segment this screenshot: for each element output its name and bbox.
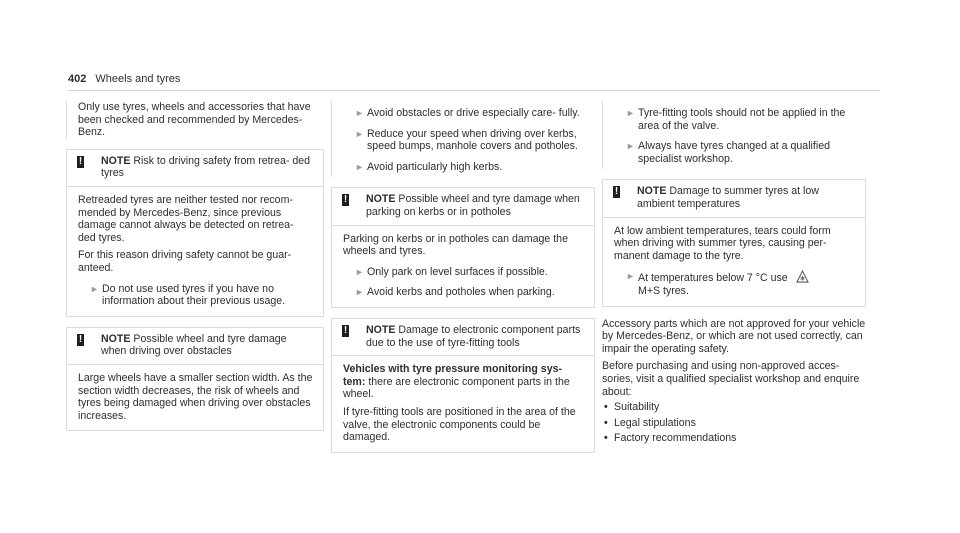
note-label: NOTE <box>637 185 667 198</box>
note-body <box>67 365 323 430</box>
continued-steps <box>331 101 595 177</box>
bullet-icon: • <box>604 416 608 429</box>
note-paragraph <box>343 363 584 401</box>
step-arrow-icon: ► <box>626 141 635 152</box>
step-item <box>343 107 595 120</box>
note-header <box>67 150 323 187</box>
step-arrow-icon: ► <box>90 283 99 294</box>
note-paragraph: Large wheels have a smaller section width. As the section width decreases, the risk of wheels and tyres being damaged when driving over obstacles increases. <box>78 371 313 422</box>
step-item <box>78 283 313 308</box>
step-item <box>343 286 584 299</box>
warning-icon: ! <box>78 333 83 345</box>
note-title: Possible wheel and tyre damage when parking on kerbs or in potholes <box>366 193 580 218</box>
step-arrow-icon: ► <box>626 271 635 282</box>
note-body <box>603 218 865 306</box>
enquiry-list <box>602 401 866 445</box>
bullet-icon: • <box>604 432 608 445</box>
note-parking-kerbs <box>331 187 595 308</box>
step-item <box>343 161 595 174</box>
lead-rest: there are electronic component parts in the wheel. <box>343 375 570 401</box>
intro-text: Only use tyres, wheels and accessories that have been checked and recommended by Mercedes-Benz. <box>78 101 311 139</box>
step-text: Reduce your speed when driving over kerbs, speed bumps, manhole covers and potholes. <box>367 127 578 153</box>
note-header <box>332 319 594 356</box>
note-wheel-damage-obstacles <box>66 327 324 432</box>
page-number: 402 <box>68 73 87 85</box>
note-retreaded-tyres <box>66 149 324 317</box>
step-text: Do not use used tyres if you have no information about their previous usage. <box>102 282 286 308</box>
note-body <box>332 356 594 452</box>
step-text: Only park on level surfaces if possible. <box>367 265 548 278</box>
column-2 <box>331 101 595 453</box>
note-title: Damage to summer tyres at low ambient temperatures <box>637 185 819 210</box>
step-text: Tyre-fitting tools should not be applied in the area of the valve. <box>638 107 846 132</box>
note-title: Damage to electronic component parts due to the use of tyre-fitting tools <box>366 323 581 349</box>
list-item <box>602 417 866 430</box>
list-item <box>602 432 866 445</box>
step-arrow-icon: ► <box>355 266 364 277</box>
note-header <box>67 328 323 365</box>
note-paragraph: For this reason driving safety cannot be guar- anteed. <box>78 249 292 274</box>
note-header <box>603 180 865 217</box>
note-summer-tyres <box>602 179 866 306</box>
note-tyre-fitting-tools <box>331 318 595 453</box>
body-paragraph: Before purchasing and using non-approved acces- sories, visit a qualified specialist workshop and enquire about: <box>602 360 860 398</box>
step-text: M+S tyres. <box>638 284 689 297</box>
step-text: Avoid particularly high kerbs. <box>367 160 503 173</box>
step-item <box>614 270 855 297</box>
note-paragraph: Parking on kerbs or in potholes can damage the wheels and tyres. <box>343 232 568 258</box>
note-header <box>332 188 594 225</box>
note-paragraph: Retreaded tyres are neither tested nor recom- mended by Mercedes-Benz, since previous damage cannot always be detected on retrea- ded tyres. <box>78 193 294 244</box>
step-text: At temperatures below 7 °C use <box>638 272 788 285</box>
column-3 <box>602 101 866 445</box>
warning-icon: ! <box>343 194 348 206</box>
note-label: NOTE <box>101 332 131 345</box>
note-title: Possible wheel and tyre damage when driving over obstacles <box>101 332 287 358</box>
page-title: Wheels and tyres <box>95 73 181 85</box>
note-label: NOTE <box>101 154 131 167</box>
step-arrow-icon: ► <box>355 287 364 298</box>
step-arrow-icon: ► <box>355 128 364 139</box>
page-header <box>68 73 180 86</box>
snowflake-mountain-icon <box>796 270 809 283</box>
warning-icon: ! <box>78 155 83 167</box>
step-item <box>614 107 866 132</box>
note-body <box>67 187 323 316</box>
note-label: NOTE <box>366 323 396 336</box>
accessory-section <box>602 318 866 445</box>
list-item-text: Factory recommendations <box>614 432 737 445</box>
step-arrow-icon: ► <box>355 108 364 118</box>
note-paragraph: At low ambient temperatures, tears could form when driving with summer tyres, causing per- manent damage to the tyre. <box>614 224 831 262</box>
bullet-icon: • <box>604 401 608 414</box>
list-item <box>602 401 866 414</box>
body-paragraph: Accessory parts which are not approved for your vehicle by Mercedes-Benz, or which are not used correctly, can impair the operating safety. <box>602 317 866 355</box>
step-item <box>343 266 584 279</box>
continued-steps <box>602 101 866 169</box>
note-body <box>332 226 594 307</box>
step-item <box>343 128 595 153</box>
header-rule <box>68 90 880 91</box>
step-arrow-icon: ► <box>355 161 364 172</box>
step-arrow-icon: ► <box>626 108 635 118</box>
step-text: Avoid kerbs and potholes when parking. <box>367 286 555 299</box>
warning-icon: ! <box>343 324 348 336</box>
note-paragraph: If tyre-fitting tools are positioned in the area of the valve, the electronic components could be damaged. <box>343 405 576 444</box>
list-item-text: Suitability <box>614 401 660 414</box>
column-1 <box>66 101 324 431</box>
step-text: Avoid obstacles or drive especially care- fully. <box>367 107 580 119</box>
bold-lead: Vehicles with tyre pressure monitoring sys- tem: <box>343 363 563 388</box>
warning-icon: ! <box>614 186 619 198</box>
note-title: Risk to driving safety from retrea- ded tyres <box>101 154 311 180</box>
step-text: Always have tyres changed at a qualified specialist workshop. <box>638 140 830 165</box>
list-item-text: Legal stipulations <box>614 416 696 429</box>
step-item <box>614 140 866 165</box>
note-label: NOTE <box>366 193 396 206</box>
intro-block <box>66 101 324 139</box>
